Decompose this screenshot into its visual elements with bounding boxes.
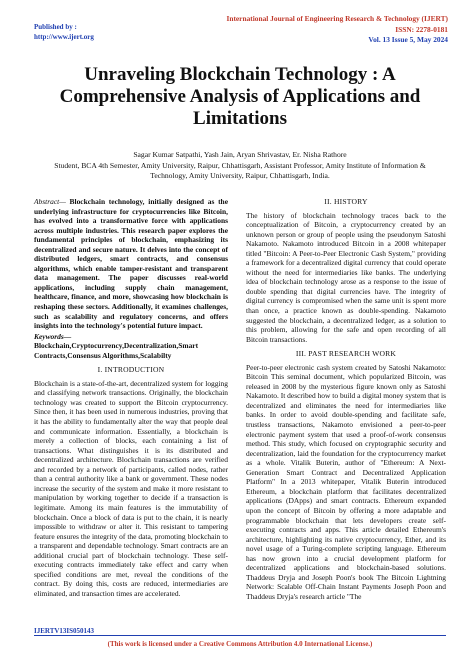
author-affiliation: Student, BCA 4th Semester, Amity University, Raipur, Chhattisgarh, Assistant Professor, Amity Institute of Information & Technology, Amity University, Raipur, Chhattisgarh, India. bbox=[54, 160, 426, 180]
section-heading-history: II. HISTORY bbox=[324, 197, 368, 206]
issn: ISSN: 2278-0181 bbox=[395, 24, 448, 34]
keywords-label: Keywords— bbox=[34, 331, 72, 341]
journal-block bbox=[226, 14, 448, 46]
introduction-text: Blockchain is a state-of-the-art, decentralized system for logging and classifying network transactions. Originally, the blockchain technology was created to support the Bitcoin cryptocurrency. Since then, it has been used in numerous industries, proving that it has the ability to fundamentally alter the way that people deal and communicate information. Essentially, a blockchain is merely a collection of blocks, each containing a list of transactions. What distinguishes it is its distributed and decentralized architecture. Blockchain transactions are verified and recorded by a network of participants, called nodes, rather than a central authority like a bank or government. These nodes increase the security of the system and make it more resistant to manipulation by working together to decide if a transaction is legitimate. Among its main features is the immutability of blockchain. Once a block of data is put to the chain, it is nearly impossible to withdraw or alter it. This resistant to tampering feature ensures the integrity of the data, promoting blockchain to a transparent and dependable technology. Smart contracts are an additional crucial part of blockchain technology. These self-executing contracts immediately take effect and carry when specified conditions are met, reveal the conditions of the contract. By doing this, costs are reduced, intermediaries are eliminated, and transaction times are accelerated. bbox=[34, 378, 228, 598]
publisher-block bbox=[34, 22, 94, 42]
section-heading-introduction: I. INTRODUCTION bbox=[97, 365, 165, 375]
abstract-text: Blockchain technology, initially designed as the underlying infrastructure for cryptocurrencies like Bitcoin, has evolved into a transformative force with applications across multiple industries. This research paper explores the fundamental principles of blockchain, emphasizing its decentralized and secure nature. It delves into the concept of distributed ledgers, smart contracts, and consensus algorithms, which enable tamper-resistant and transparent data management. The paper discusses real-world applications, including supply chain management, healthcare, finance, and more, showcasing how blockchain is reshaping these sectors. Additionally, it examines challenges, such as scalability and regulatory concerns, and offers insights into the technology's potential future impact. bbox=[34, 197, 228, 331]
right-column bbox=[246, 197, 446, 601]
volume-issue: Vol. 13 Issue 5, May 2024 bbox=[368, 35, 448, 44]
paper-title: Unraveling Blockchain Technology : A Comprehensive Analysis of Applications and Limitations bbox=[59, 64, 421, 129]
left-column bbox=[34, 197, 228, 598]
journal-name: International Journal of Engineering Research & Technology (IJERT) bbox=[226, 14, 448, 23]
website-link[interactable]: http://www.ijert.org bbox=[34, 33, 94, 41]
keywords-text: Blockchain,Cryptocurrency,Decentralization,Smart Contracts,Consensus Algorithms,Scalabilty bbox=[34, 341, 199, 360]
section-heading-past-research: III. PAST RESEARCH WORK bbox=[295, 349, 397, 359]
authors-block bbox=[40, 150, 440, 182]
abstract-label: Abstract— bbox=[34, 197, 66, 206]
abstract bbox=[34, 197, 228, 331]
published-by-label: Published by : bbox=[34, 23, 77, 31]
license-note[interactable]: (This work is licensed under a Creative Commons Attribution 4.0 International License.) bbox=[107, 640, 373, 648]
past-research-text: Peer-to-peer electronic cash system created by Satoshi Nakamoto: Bitcoin This seminal document, which popularized Bitcoin, was released in 2008 by the mysterious figure known only as Satoshi Nakamoto. It described how to build a digital money system that is decentralized and eliminates the need for intermediaries like banks. In order to avoid double-spending and facilitate safe, trustless transactions, Nakamoto envisioned a peer-to-peer electronic payment system that used a proof-of-work consensus method. This study, which focused on cryptographic security and decentralization, laid the foundation for the cryptocurrency market as a whole. Vitalik Buterin, author of "Ethereum: A Next-Generation Smart Contract and Decentralized Application Platform" In a 2013 whitepaper, Vitalik Buterin introduced Ethereum, a blockchain platform that facilitates decentralized applications (DApps) and smart contracts. Ethereum expanded upon the concept of Bitcoin by offering a more adaptable and programmable blockchain that lets developers create self-executing contracts and apps. This article detailed Ethereum's architecture, highlighting its native cryptocurrency, Ether, and its novel usage of a Turing-complete scripting language. Ethereum has now grown into a crucial development platform for decentralized applications and blockchain-based solutions. Thaddeus Dryja and Joseph Poon's book The Bitcoin Lightning Network: Scalable Off-Chain Instant Payments Joseph Poon and Thaddeus Dryja's research article "The bbox=[246, 362, 446, 601]
paper-id: IJERTV13IS050143 bbox=[34, 627, 95, 635]
keywords bbox=[34, 332, 228, 361]
history-text: The history of blockchain technology traces back to the conceptualization of Bitcoin, a cryptocurrency created by an unknown person or group of people using the pseudonym Satoshi Nakamoto. Nakamoto introduced Bitcoin in a 2008 whitepaper titled "Bitcoin: A Peer-to-Peer Electronic Cash System," providing a framework for a decentralized digital currency that could operate without the need for intermediaries like banks. The underlying idea of blockchain technology arose as a response to the issue of double spending that digital currencies have. The integrity of digital currency is compromised when the same unit is spent more than once, a practice known as double-spending. Nakamoto suggested the blockchain, a decentralized ledger, as a solution to this problem, allowing for the safe and open recording of all Bitcoin transactions. bbox=[246, 210, 446, 344]
footer-divider bbox=[34, 635, 446, 636]
author-names: Sagar Kumar Satpathi, Yash Jain, Aryan Shrivastav, Er. Nisha Rathore bbox=[133, 150, 347, 159]
